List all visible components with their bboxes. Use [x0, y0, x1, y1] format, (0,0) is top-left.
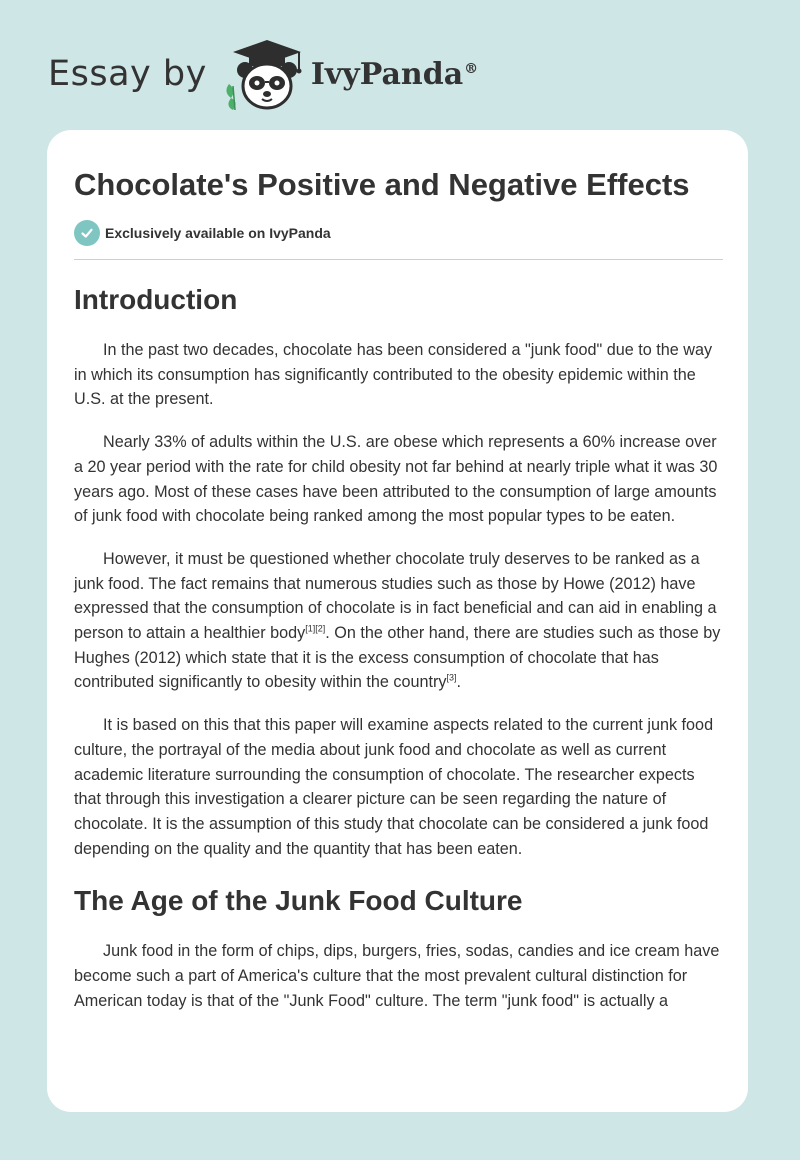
brand-name: IvyPanda®	[310, 56, 479, 92]
paragraph: Nearly 33% of adults within the U.S. are obese which represents a 60% increase over a 20 year period with the rate for child obesity not far behind at nearly triple what it was 30 years ago. Most of these cases have been attributed to the consumption of large amounts of junk food with chocolate being ranked among the most popular types to be eaten.	[74, 433, 718, 526]
article-card	[47, 130, 748, 1112]
check-circle-icon	[74, 220, 100, 246]
registered-mark: ®	[464, 60, 479, 77]
article-title: Chocolate's Positive and Negative Effects	[74, 167, 690, 202]
paragraph: In the past two decades, chocolate has been considered a "junk food" due to the way in which its consumption has significantly contributed to the obesity epidemic within the U.S. at the present.	[74, 341, 713, 409]
brand-prefix: Essay by	[48, 54, 207, 94]
brand-header[interactable]	[48, 36, 478, 112]
section-heading-junk-food-culture: The Age of the Junk Food Culture	[74, 885, 523, 917]
exclusive-badge	[74, 220, 723, 246]
section-heading-introduction: Introduction	[74, 284, 238, 315]
exclusive-badge-text: Exclusively available on IvyPanda	[105, 225, 331, 241]
citation-ref[interactable]: [3]	[446, 673, 457, 684]
paragraph: Junk food in the form of chips, dips, burgers, fries, sodas, candies and ice cream have become such a part of America's culture that the most prevalent cultural distinction for American today is that of the "Junk Food" culture. The term "junk food" is actually a	[74, 942, 720, 1010]
divider	[74, 259, 723, 260]
citation-ref[interactable]: [1][2]	[305, 623, 326, 634]
paragraph: However, it must be questioned whether chocolate truly deserves to be ranked as a junk food. The fact remains that numerous studies such as those by Howe (2012) have expressed that the consumption of chocolate is in fact beneficial and can aid in enabling a person to attain a healthier body[1][2]. On the other hand, there are studies such as those by Hughes (2012) which state that it is the excess consumption of chocolate that has contributed significantly to obesity within the country[3].	[74, 549, 721, 692]
panda-graduate-logo-icon	[219, 36, 315, 112]
paragraph: It is based on this that this paper will examine aspects related to the current junk food culture, the portrayal of the media about junk food and chocolate as well as current academic literature surrounding the consumption of chocolate. The researcher expects that through this investigation a clearer picture can be seen regarding the nature of chocolate. It is the assumption of this study that chocolate can be considered a junk food depending on the quality and the quantity that has been eaten.	[74, 716, 714, 858]
